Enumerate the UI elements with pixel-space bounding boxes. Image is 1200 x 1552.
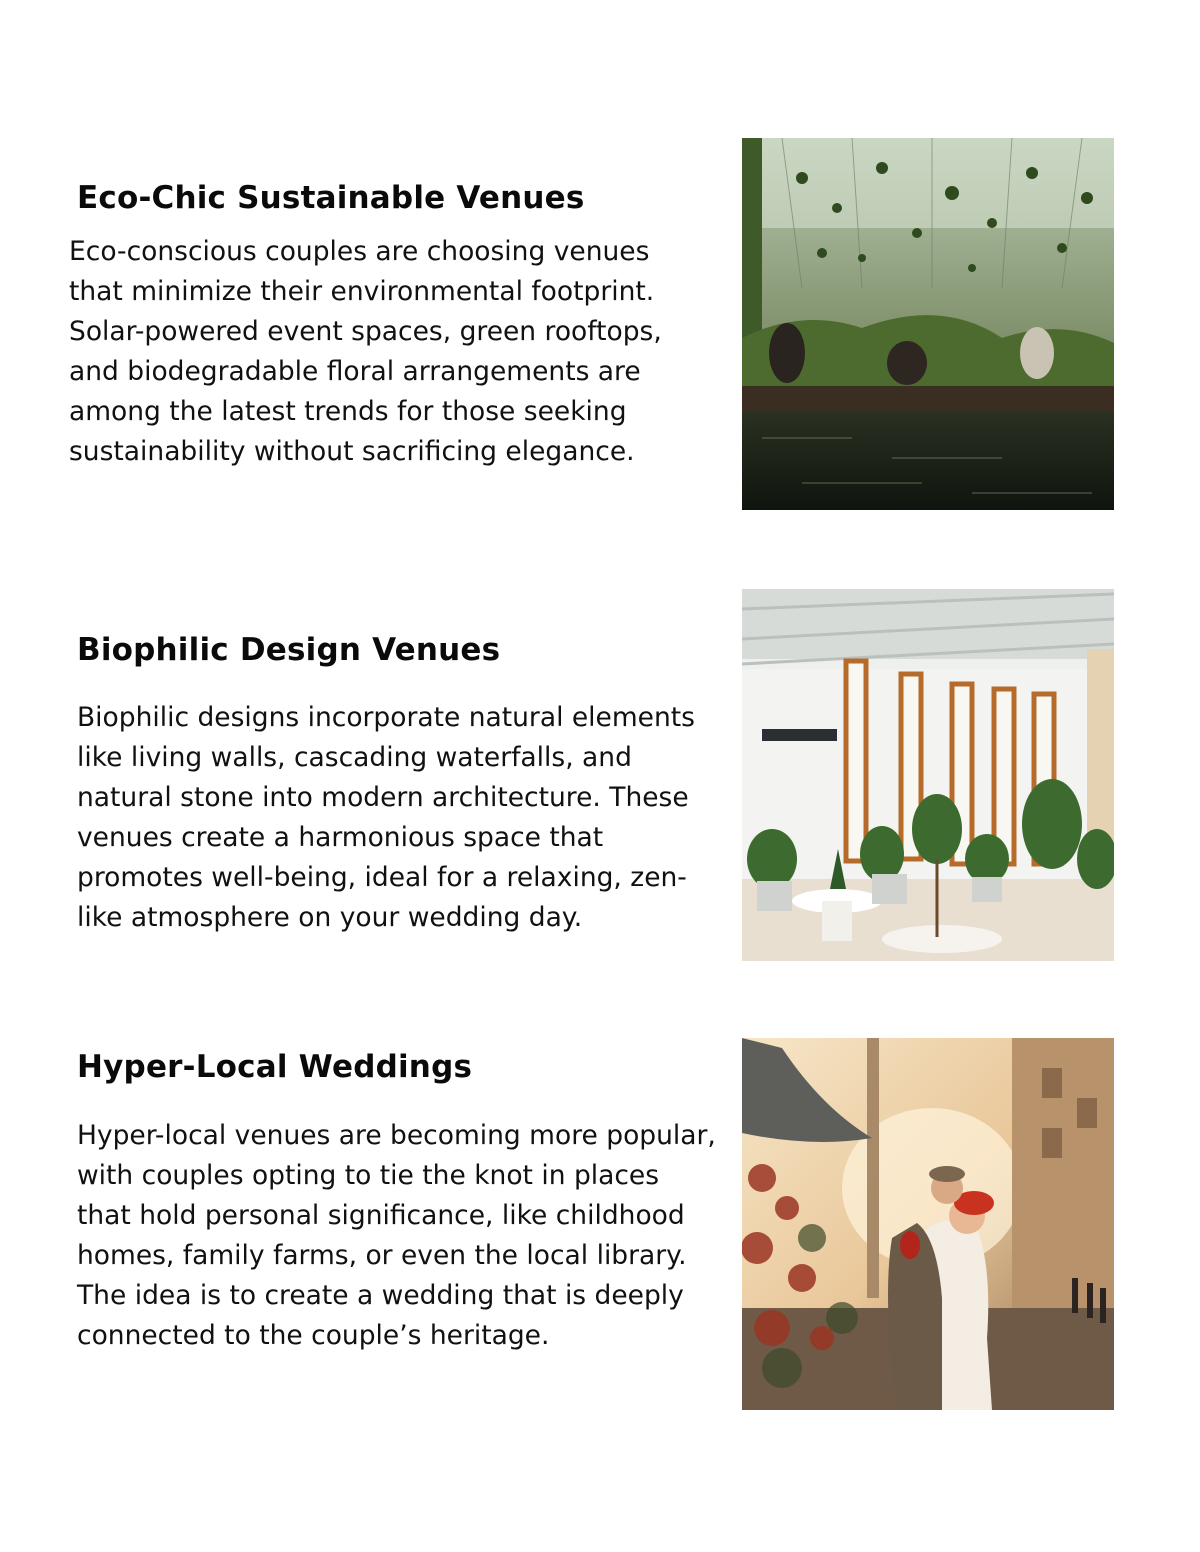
couple-street-photo [742,1038,1114,1410]
section-body: Biophilic designs incorporate natural elements like living walls, cascading waterfalls, and natural stone into modern architecture. These venues create a harmonious space that promotes well-being, ideal for a relaxing, zen-like atmosphere on your wedding day. [77,702,695,933]
section-heading: Eco-Chic Sustainable Venues [77,180,585,216]
section-body: Hyper-local venues are becoming more popular, with couples opting to tie the knot in places that hold personal significance, like childhood homes, family farms, or even the local library. The idea is to create a wedding that is deeply connected to the couple’s heritage. [77,1120,716,1351]
greenhouse-venue-photo [742,138,1114,510]
section-heading: Biophilic Design Venues [77,632,501,668]
section-body: Eco-conscious couples are choosing venues that minimize their environmental footprint. Solar-powered event spaces, green rooftops, and biodegradable floral arrangements are among the latest trends for those seeking sustainability without sacrificing elegance. [69,236,662,467]
biophilic-interior-photo [742,589,1114,961]
section-heading: Hyper-Local Weddings [77,1049,473,1085]
